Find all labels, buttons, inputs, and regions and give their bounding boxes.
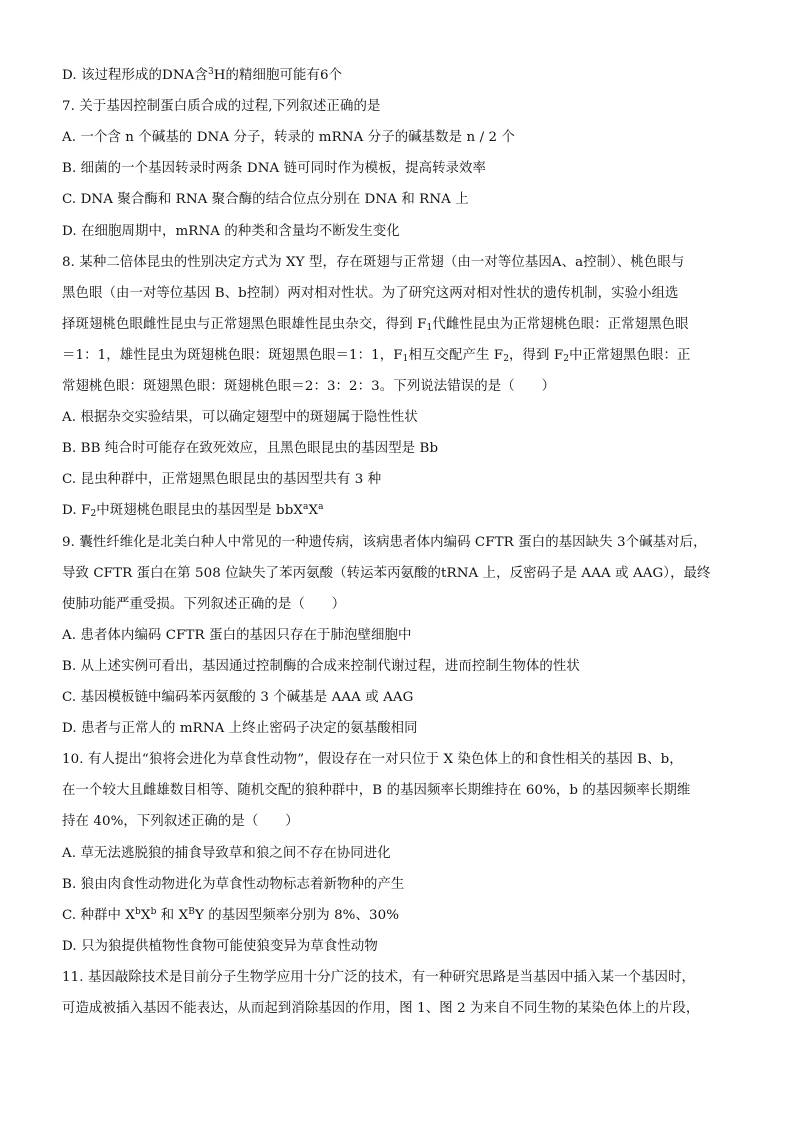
- superscript: b: [135, 906, 141, 917]
- text-line: [62, 595, 752, 615]
- text-run: Y 的基因型频率分别为 8%、30%: [195, 907, 400, 923]
- text-line: [62, 439, 752, 459]
- text-run: C. DNA 聚合酶和 RNA 聚合酶的结合位点分别在 DNA 和 RNA 上: [62, 192, 469, 208]
- text-run: A. 草无法逃脱狼的捕食导致草和狼之间不存在协同进化: [62, 845, 391, 861]
- text-line: [62, 564, 752, 584]
- text-line: [62, 377, 752, 397]
- text-line: [62, 253, 752, 273]
- text-run: X: [140, 907, 151, 923]
- text-run: C. 昆虫种群中，正常翅黑色眼昆虫的基因型共有 3 种: [62, 472, 382, 488]
- text-run: C. 基因模板链中编码苯丙氨酸的 3 个碱基是 AAA 或 AAG: [62, 690, 414, 705]
- text-run: X: [308, 503, 319, 519]
- text-line: [62, 408, 752, 428]
- text-run: D. F: [62, 503, 91, 519]
- superscript: a: [318, 502, 324, 513]
- text-line: [62, 781, 752, 801]
- subscript: 2: [563, 353, 570, 364]
- text-line: [62, 626, 752, 646]
- text-run: 择斑翅桃色眼雌性昆虫与正常翅黑色眼雄性昆虫杂交，得到 F: [62, 316, 427, 332]
- text-line: [62, 844, 752, 864]
- text-run: 和 X: [156, 907, 189, 923]
- superscript: B: [188, 906, 195, 917]
- text-line: [62, 750, 752, 770]
- text-line: [62, 315, 752, 335]
- text-run: 可造成被插入基因不能表达，从而起到消除基因的作用，图 1、图 2 为来自不同生物的某染色体上的片段，: [62, 1001, 700, 1016]
- text-run: B. 狼由肉食性动物进化为草食性动物标志着新物种的产生: [62, 876, 405, 892]
- text-line: [62, 97, 752, 117]
- text-run: D. 该过程形成的DNA含: [62, 68, 208, 83]
- text-line: [62, 657, 752, 677]
- text-run: 常翅桃色眼：斑翅黑色眼：斑翅桃色眼＝2：3：2：3。下列说法错误的是（ ）: [62, 379, 556, 394]
- superscript: a: [303, 502, 309, 513]
- text-run: 相互交配产生 F: [408, 347, 504, 363]
- text-run: D. 只为狼提供植物性食物可能使狼变异为草食性动物: [62, 938, 378, 954]
- subscript: 1: [426, 322, 433, 333]
- text-line: [62, 999, 752, 1019]
- text-line: [62, 719, 752, 739]
- text-run: 中正常翅黑色眼：正: [569, 347, 691, 363]
- text-line: [62, 128, 752, 148]
- subscript: 2: [90, 509, 97, 520]
- text-run: B. 细菌的一个基因转录时两条 DNA 链可同时作为模板，提高转录效率: [62, 161, 487, 177]
- text-run: D. 在细胞周期中，mRNA 的种类和含量均不断发生变化: [62, 223, 400, 239]
- text-run: B. BB 纯合时可能存在致死效应，且黑色眼昆虫的基因型是 Bb: [62, 441, 439, 457]
- text-line: [62, 906, 752, 926]
- text-line: [62, 346, 752, 366]
- text-run: 导致 CFTR 蛋白在第 508 位缺失了苯丙氨酸（转运苯丙氨酸的tRNA 上，反密码子是 AAA 或 AAG），最终: [62, 565, 711, 581]
- text-run: H的精细胞可能有6个: [213, 68, 343, 83]
- text-run: B. 从上述实例可看出，基因通过控制酶的合成来控制代谢过程，进而控制生物体的性状: [62, 658, 580, 674]
- text-line: [62, 875, 752, 895]
- text-run: 代雌性昆虫为正常翅桃色眼：正常翅黑色眼: [432, 316, 689, 332]
- text-run: A. 根据杂交实验结果，可以确定翅型中的斑翅属于隐性性状: [62, 410, 418, 426]
- text-line: [62, 222, 752, 242]
- text-line: [62, 937, 752, 957]
- text-line: [62, 968, 752, 988]
- text-run: 7. 关于基因控制蛋白质合成的过程,下列叙述正确的是: [62, 99, 381, 115]
- text-line: [62, 501, 752, 521]
- text-run: ＝1：1，雄性昆虫为斑翅桃色眼：斑翅黑色眼＝1：1，F: [62, 347, 403, 363]
- text-run: A. 患者体内编码 CFTR 蛋白的基因只存在于肺泡壁细胞中: [62, 627, 412, 643]
- text-run: D. 患者与正常人的 mRNA 上终止密码子决定的氨基酸相同: [62, 721, 418, 737]
- text-line: [62, 470, 752, 490]
- superscript: 3: [207, 67, 214, 77]
- text-run: 8. 某种二倍体昆虫的性别决定方式为 XY 型，存在斑翅与正常翅（由一对等位基因A、a控制）、桃色眼与: [62, 254, 685, 270]
- text-line: [62, 190, 752, 210]
- text-run: 11. 基因敲除技术是目前分子生物学应用十分广泛的技术，有一种研究思路是当基因中插入某一个基因时，: [62, 969, 696, 985]
- text-run: 使肺功能严重受损。下列叙述正确的是（ ）: [62, 596, 346, 612]
- text-line: [62, 66, 752, 86]
- text-run: C. 种群中 X: [62, 907, 136, 923]
- text-run: 9. 囊性纤维化是北美白种人中常见的一种遗传病，该病患者体内编码 CFTR 蛋白的基因缺失 3个碱基对后，: [62, 534, 707, 550]
- subscript: 1: [402, 353, 409, 364]
- text-run: 10. 有人提出“狼将会进化为草食性动物”，假设存在一对只位于 X 染色体上的和食性相关的基因 B、b，: [62, 752, 683, 768]
- text-run: 黑色眼（由一对等位基因 B、b控制）两对相对性状。为了研究这两对相对性状的遗传机制，实验小组选: [62, 285, 679, 301]
- text-line: [62, 159, 752, 179]
- text-run: 在一个较大且雌雄数目相等、随机交配的狼种群中，B 的基因频率长期维持在 60%，b 的基因频率长期维: [62, 783, 691, 799]
- text-run: 中斑翅桃色眼昆虫的基因型是 bbX: [96, 503, 304, 519]
- text-line: [62, 812, 752, 832]
- text-line: [62, 688, 752, 708]
- text-run: ，得到 F: [509, 347, 564, 363]
- text-run: 持在 40%，下列叙述正确的是（ ）: [62, 814, 299, 830]
- superscript: b: [150, 906, 157, 917]
- text-line: [62, 533, 752, 553]
- text-run: A. 一个含 n 个碱基的 DNA 分子，转录的 mRNA 分子的碱基数是 n / 2 个: [62, 130, 516, 146]
- text-line: [62, 284, 752, 304]
- subscript: 2: [503, 353, 510, 364]
